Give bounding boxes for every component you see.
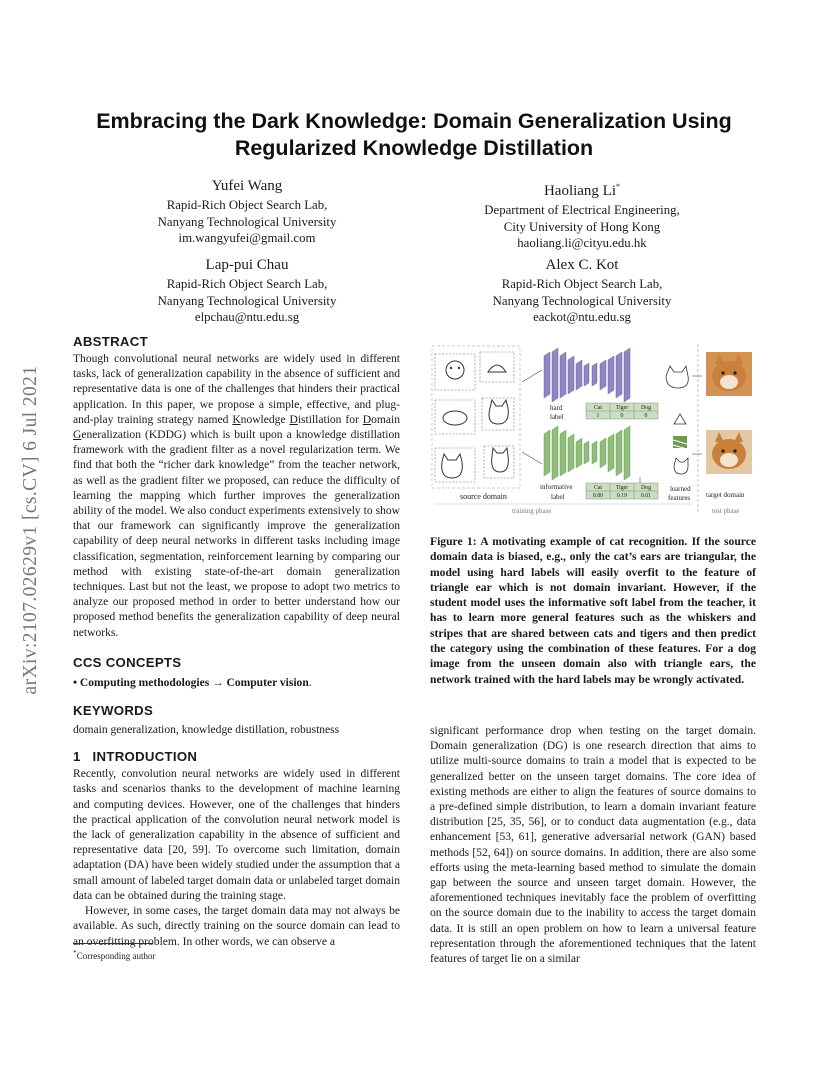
- svg-text:Dog: Dog: [641, 485, 651, 491]
- svg-text:0: 0: [644, 413, 648, 419]
- paper-title: [60, 108, 768, 162]
- author-name: Yufei Wang: [211, 178, 283, 194]
- svg-text:0.19: 0.19: [616, 493, 628, 499]
- footnote: *Corresponding author: [73, 948, 156, 961]
- learned-features-icons: [666, 366, 688, 474]
- label-source-domain: source domain: [460, 492, 507, 501]
- source-domain-images: [432, 346, 520, 488]
- author-block-4: [432, 255, 732, 326]
- abstract-heading: ABSTRACT: [73, 334, 148, 349]
- title-line-1: Embracing the Dark Knowledge: Domain Generalization Using: [96, 109, 732, 133]
- label-learned: learned: [670, 485, 691, 493]
- target-domain-images: [706, 352, 752, 474]
- ccs-heading: CCS CONCEPTS: [73, 654, 182, 670]
- author-block-2: [432, 176, 732, 252]
- label-informative-2: label: [551, 493, 565, 501]
- svg-text:Cat: Cat: [593, 405, 603, 411]
- label-hard: hard: [550, 404, 563, 412]
- author-affiliation: Nanyang Technological University: [157, 214, 337, 229]
- intro-paragraph-2: However, in some cases, the target domain data may not always be available. As such, directly training on the source domain can lead to an overfitting problem. In other words, we can observe a: [73, 905, 400, 948]
- footnote-mark: *: [616, 182, 621, 191]
- svg-text:0: 0: [620, 413, 624, 419]
- author-affiliation: Rapid-Rich Object Search Lab,: [166, 198, 328, 212]
- figure-1-diagram: [430, 342, 760, 518]
- author-affiliation: Department of Electrical Engineering,: [484, 203, 680, 217]
- arxiv-identifier: arXiv:2107.02629v1 [cs.CV] 6 Jul 2021: [20, 365, 41, 695]
- ccs-item: • Computing methodologies → Computer vision.: [73, 676, 312, 689]
- author-email: im.wangyufei@gmail.com: [178, 231, 316, 245]
- svg-text:Tiger: Tiger: [615, 485, 629, 491]
- svg-text:Tiger: Tiger: [615, 405, 629, 411]
- svg-text:Cat: Cat: [593, 485, 603, 491]
- author-affiliation: Rapid-Rich Object Search Lab,: [501, 277, 663, 291]
- label-target-domain: target domain: [706, 491, 745, 499]
- label-training-phase: training phase: [512, 507, 552, 515]
- title-line-2: Regularized Knowledge Distillation: [234, 136, 594, 160]
- soft-label-table: [586, 483, 658, 499]
- keywords-heading: KEYWORDS: [73, 703, 154, 719]
- footnote-rule: [73, 943, 153, 944]
- author-block-3: [97, 255, 397, 326]
- author-email: elpchau@ntu.edu.sg: [194, 310, 300, 324]
- author-name: Alex C. Kot: [545, 257, 619, 273]
- teacher-network: [544, 348, 630, 402]
- intro-paragraph-1: Recently, convolution neural networks are widely used in different tasks and scenarios thanks to the development of machine learning and computing devices. However, one of the challenges that hinders the practical application of the convolution neural network model is the lack of generalization capability in the absence of sufficient and representative data [20, 59]. To overcome such limitation, domain adaptation (DA) have been widely studied under the assumption that a small amount of labeled target domain data or unlabeled target domain data can be obtained during the training stage.: [73, 768, 400, 902]
- arrows-target: [692, 376, 702, 454]
- intro-right-column: significant performance drop when testing on the target domain. Domain generalization (DG) is one research direction that aims to utilize multi-source domains to train a model that is expected to be generalized better on the unseen target domains. The core idea of existing methods are either to align the features of source domains to a pre-defined simple distribution, to learn a domain invariant feature distribution [25, 35, 56], or to conduct data augmentation (e.g., data enhancement [53, 61], generative adversarial network (GAN) based methods [52, 64]) on source domains. In addition, there are also some efforts using the meta-learning based method to simulate the domain gap between the source and unseen target domain. However, the aforementioned techniques inevitably face the problem of overfitting on the source domain due to the inability to access the target domain data. It is still an open problem on how to learn a universal feature representation through the aforementioned techniques that the latent features of target lie on a similar: [430, 725, 756, 966]
- author-name: Lap-pui Chau: [205, 257, 289, 273]
- author-affiliation: Nanyang Technological University: [492, 293, 672, 308]
- author-email: eackot@ntu.edu.sg: [533, 310, 631, 324]
- label-informative: informative: [540, 483, 573, 491]
- label-hard-2: label: [550, 413, 564, 421]
- label-test-phase: test phase: [712, 507, 740, 515]
- author-name: Haoliang Li: [543, 183, 617, 199]
- hard-label-table: [586, 403, 658, 419]
- student-network: [544, 426, 630, 480]
- author-affiliation: Rapid-Rich Object Search Lab,: [166, 277, 328, 291]
- author-block-1: [97, 176, 397, 247]
- keywords-text: domain generalization, knowledge distillation, robustness: [73, 724, 340, 737]
- intro-heading: 1 INTRODUCTION: [73, 749, 198, 765]
- svg-text:Dog: Dog: [641, 405, 651, 411]
- author-email: haoliang.li@cityu.edu.hk: [517, 236, 647, 250]
- left-column: [73, 334, 400, 950]
- abstract-text: Though convolutional neural networks are widely used in different tasks, lack of generalization capability in the absence of sufficient and representative data is one of the challenges that hinders their practical application. In this paper, we propose a simple, effective, and plug-and-play training strategy named Knowledge Distillation for Domain Generalization (KDDG) which is built upon a knowledge distillation framework with the gradient filter as a novel regularization term. We find that both the “richer dark knowledge” from the teacher network, as well as the gradient filter we proposed, can reduce the difficulty of learning the mapping which further improves the generalization ability of the model. We also conduct experiments extensively to show that our framework can significantly improve the generalization capability of deep neural networks in different tasks including image classification, segmentation, reinforcement learning by comparing our method with existing state-of-the-art domain generalization techniques. Last but not the least, we propose to adopt two metrics to analyze our proposed method in order to better understand how our proposed method benefits the generalization capability of deep neural networks.: [73, 353, 400, 639]
- svg-text:0.01: 0.01: [640, 493, 652, 499]
- svg-text:0.80: 0.80: [592, 493, 604, 499]
- author-affiliation: City University of Hong Kong: [503, 219, 661, 234]
- svg-text:1: 1: [596, 413, 600, 419]
- figure-1-caption: Figure 1: A motivating example of cat recognition. If the source domain data is biased, e.g., only the cat’s ears are triangular, the model using hard labels will easily overfit to the feature of triangle ear which is not domain invariant. However, if the student model uses the informative soft label from the teacher, it has to learn more general features such as the whiskers and stripes that are shared between cats and tigers and then predict the category using the combination of these features. For a dog image from the unseen domain also with triangle ears, the network trained with the hard labels may be wrongly activated.: [430, 535, 757, 686]
- author-affiliation: Nanyang Technological University: [157, 293, 337, 308]
- arrows-source-to-networks: [522, 370, 542, 464]
- label-features: features: [668, 494, 691, 502]
